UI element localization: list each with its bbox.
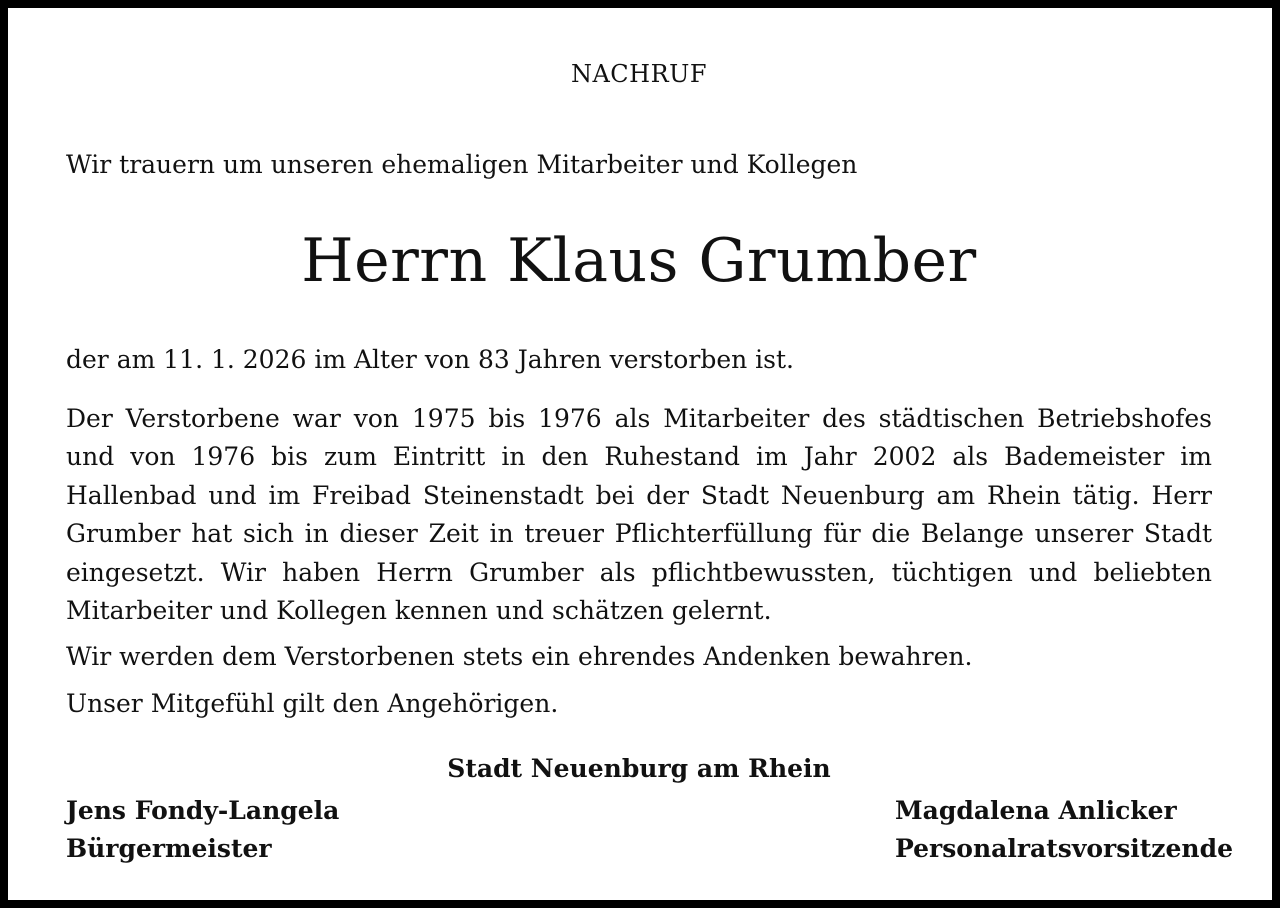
signatory-right <box>895 792 1233 868</box>
condolence-line: Unser Mitgefühl gilt den Angehörigen. <box>66 689 559 718</box>
signatory-title: Bürgermeister <box>66 834 272 863</box>
intro-text: Wir trauern um unseren ehemaligen Mitarbeiter und Kollegen <box>66 150 858 179</box>
notice-heading: NACHRUF <box>570 60 708 88</box>
biography-paragraph: Der Verstorbene war von 1975 bis 1976 als Mitarbeiter des städtischen Betriebshofes und von 1976 bis zum Eintritt in den Ruhestand im Jahr 2002 als Bademeister im Hallenbad und im Freibad Steinenstadt bei der Stadt Neuenburg am Rhein tätig. Herr Grumber hat sich in dieser Zeit in treuer Pflichterfüllung für die Belange unserer Stadt eingesetzt. Wir haben Herrn Grumber als pflichtbewussten, tüchtigen und beliebten Mitarbeiter und Kollegen kennen und schätzen gelernt. <box>66 404 1212 626</box>
obituary-content <box>66 8 1233 900</box>
death-date-line: der am 11. 1. 2026 im Alter von 83 Jahren verstorben ist. <box>66 345 794 374</box>
remembrance-line: Wir werden dem Verstorbenen stets ein ehrendes Andenken bewahren. <box>66 642 973 671</box>
organization-name: Stadt Neuenburg am Rhein <box>447 754 831 783</box>
signatory-name: Jens Fondy-Langela <box>66 796 340 825</box>
deceased-name: Herrn Klaus Grumber <box>301 226 977 296</box>
signatory-name: Magdalena Anlicker <box>895 796 1177 825</box>
signatory-left <box>66 792 339 868</box>
signatory-title: Personalratsvorsitzende <box>895 834 1233 863</box>
